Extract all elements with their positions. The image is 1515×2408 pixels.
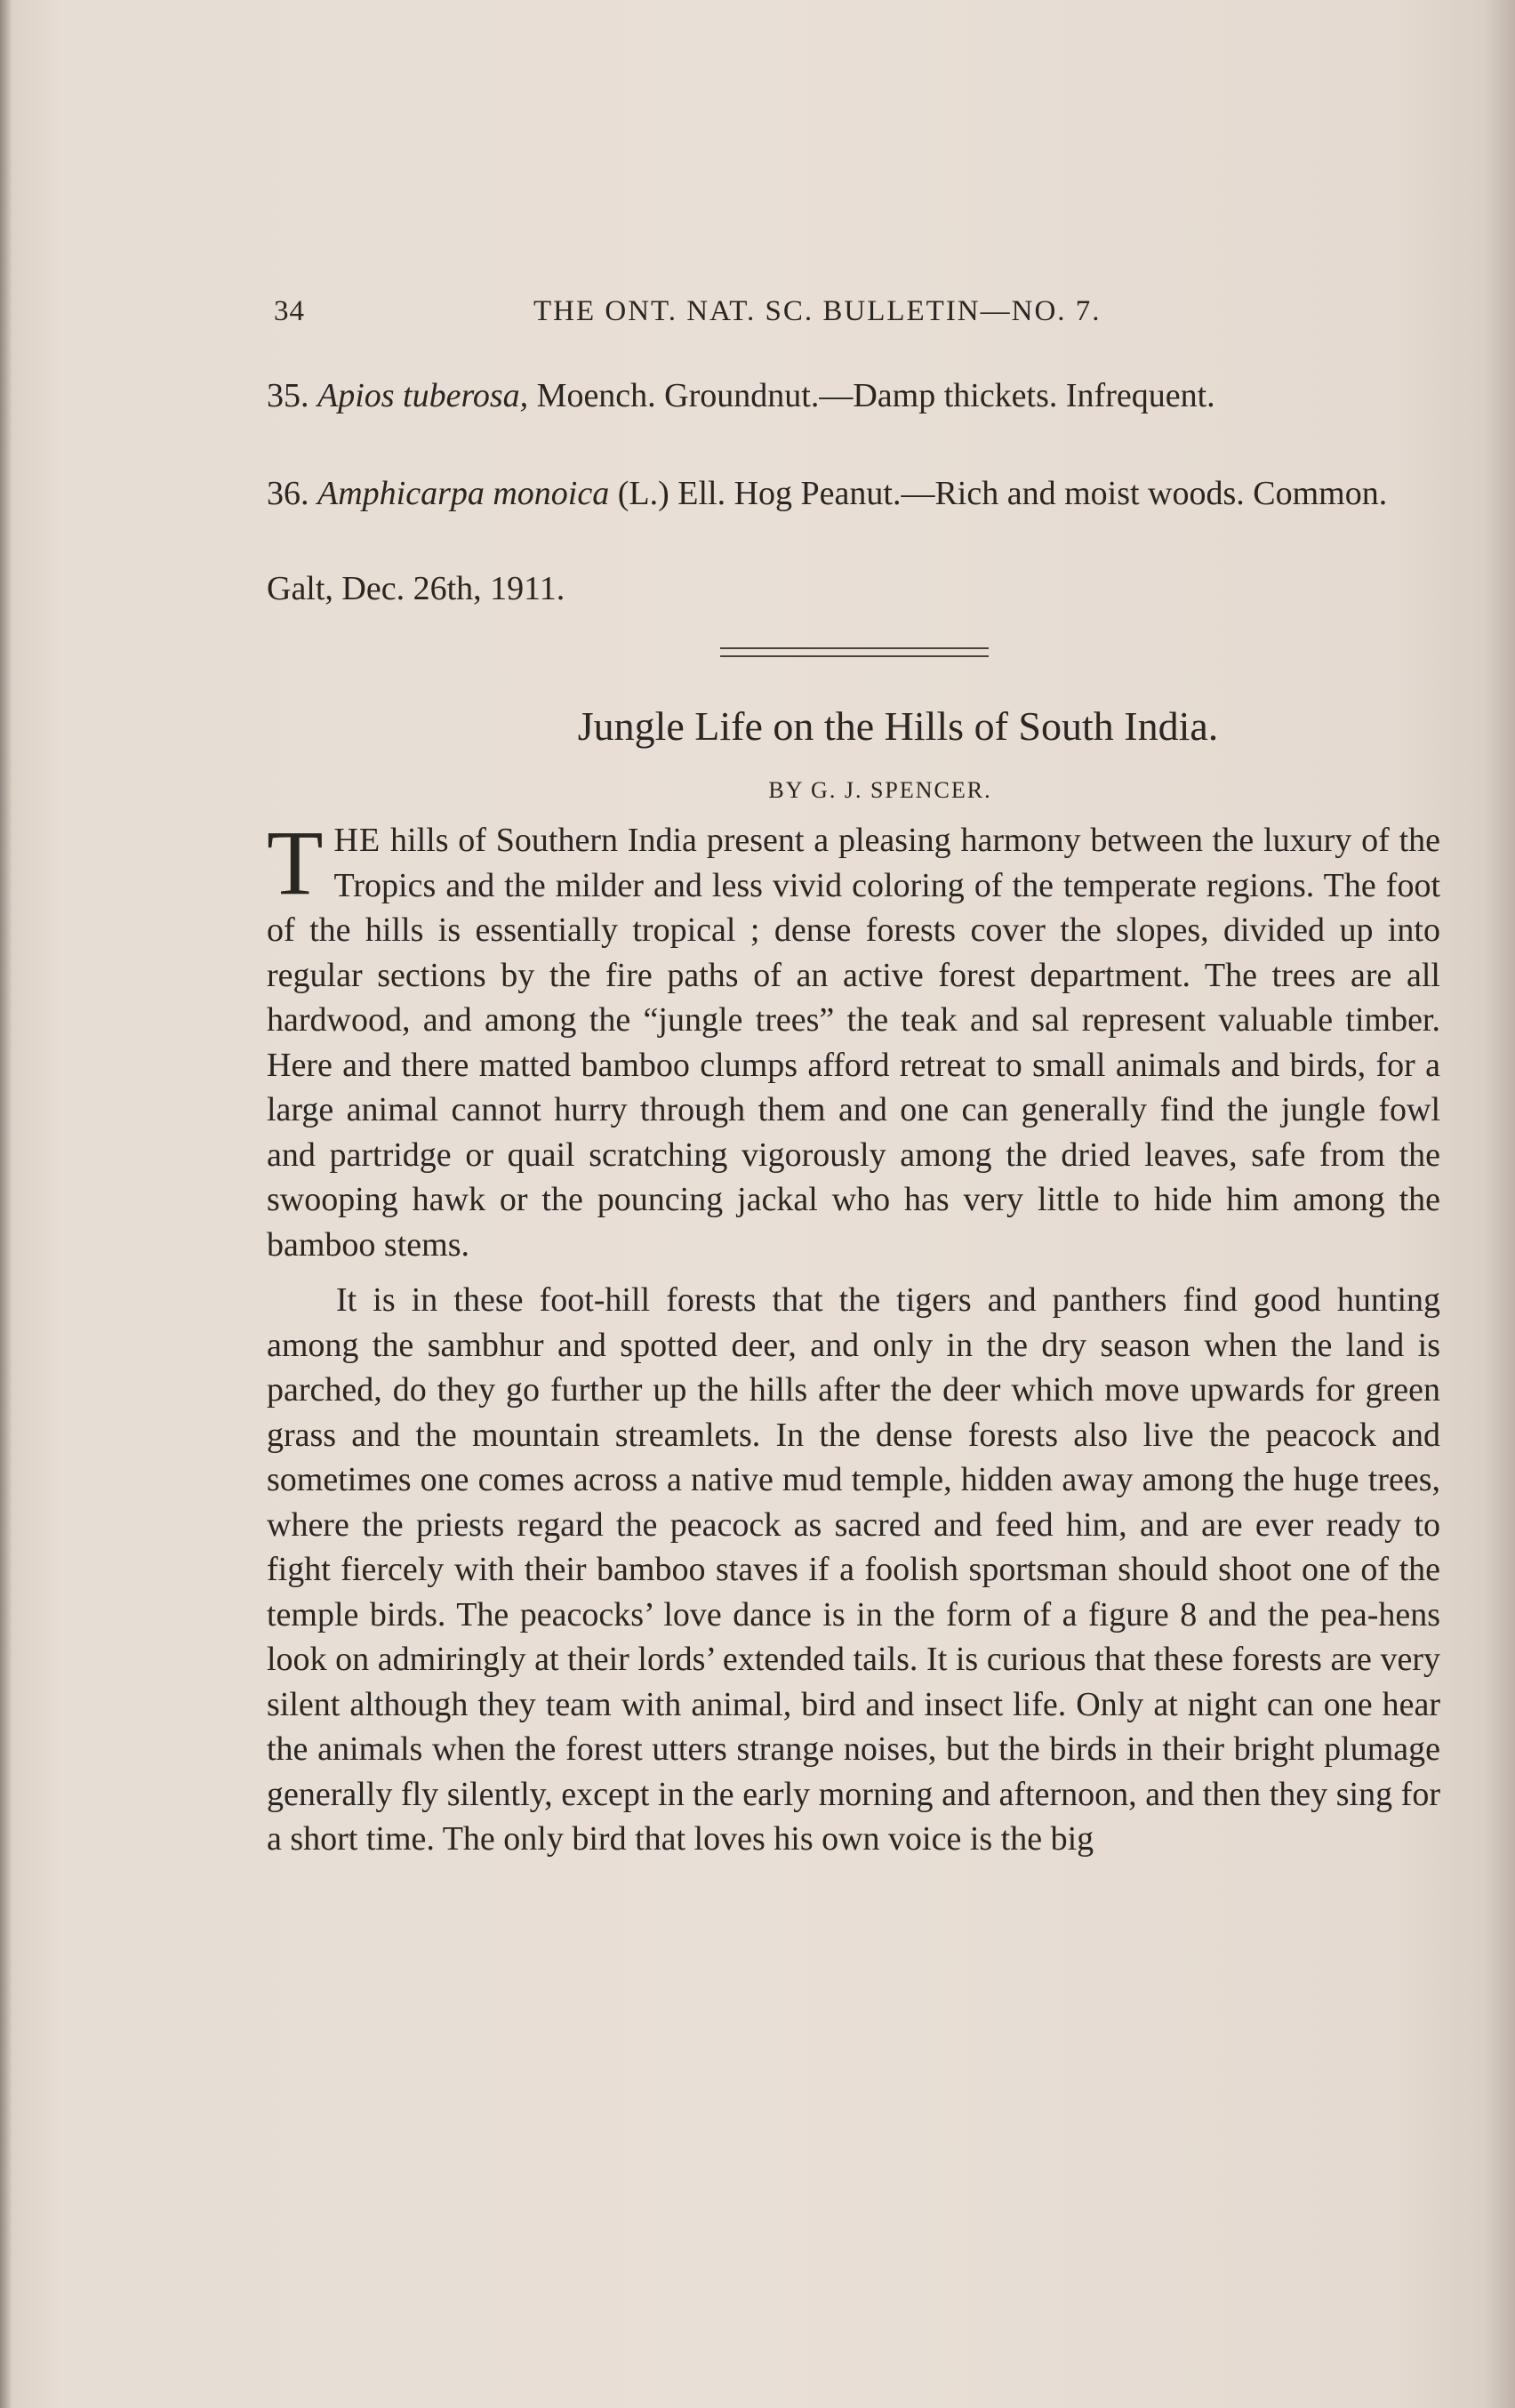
page-spine-shadow <box>1483 0 1515 2408</box>
paragraph-text: hills of Southern India present a pleasing harmony between the luxury of the Tropics and the milder and less vivid coloring of the temperate regions. The foot of the hills is essentially tropical ; dense forests cover the slopes, divided up into regular sections by the fire paths of an active forest department. The trees are all hardwood, and among the “jungle trees” the teak and sal represent valuable timber. Here and there matted bamboo clumps afford retreat to small animals and birds, for a large animal cannot hurry through them and one can generally find the jungle fowl and partridge or quail scratching vigorously among the dried leaves, safe from the swooping hawk or the pouncing jackal who has very little to hide him among the bamboo stems. <box>267 822 1440 1264</box>
species-entry-36 <box>267 471 1440 516</box>
article-paragraph <box>267 812 1440 1267</box>
page-number: 34 <box>274 295 305 327</box>
place-date-signature: Galt, Dec. 26th, 1911. <box>267 570 565 607</box>
entry-text: Moench. Groundnut.—Damp thickets. Infrequent. <box>528 377 1215 414</box>
page-left-edge <box>0 0 12 2408</box>
running-header <box>267 295 1182 340</box>
byline-text: BY G. J. SPENCER. <box>768 777 992 803</box>
species-name: Apios tuberosa, <box>317 377 529 414</box>
article-title <box>267 702 1440 750</box>
section-divider <box>720 647 989 657</box>
article-byline <box>267 777 1440 804</box>
entry-text: (L.) Ell. Hog Peanut.—Rich and moist woods. Common. <box>609 475 1388 512</box>
running-title: THE ONT. NAT. SC. BULLETIN—NO. 7. <box>533 295 1102 327</box>
article-title-text: Jungle Life on the Hills of South India. <box>577 703 1219 749</box>
species-name: Amphicarpa monoica <box>317 475 610 512</box>
species-entry-35 <box>267 373 1440 418</box>
lead-caps: HE <box>333 822 381 859</box>
article-body <box>267 812 1440 1862</box>
entry-number: 36. <box>267 475 309 512</box>
article-paragraph: It is in these foot-hill forests that the tigers and panthers find good hunting among the sambhur and spotted deer, and only in the dry season when the land is parched, do they go further up the hills after the deer which move upwards for green grass and the mountain streamlets. In the dense forests also live the peacock and sometimes one comes across a native mud temple, hidden away among the huge trees, where the priests regard the peacock as sacred and feed him, and are ever ready to fight fiercely with their bamboo staves if a foolish sportsman should shoot one of the temple birds. The peacocks’ love dance is in the form of a figure 8 and the pea-hens look on admiringly at their lords’ extended tails. It is curious that these forests are very silent although they team with animal, bird and insect life. Only at night can one hear the animals when the forest utters strange noises, but the birds in their bright plumage generally fly silently, except in the early morning and afternoon, and then they sing for a short time. The only bird that loves his own voice is the big <box>267 1281 1440 1858</box>
drop-cap: T <box>267 812 324 914</box>
entry-number: 35. <box>267 377 309 414</box>
